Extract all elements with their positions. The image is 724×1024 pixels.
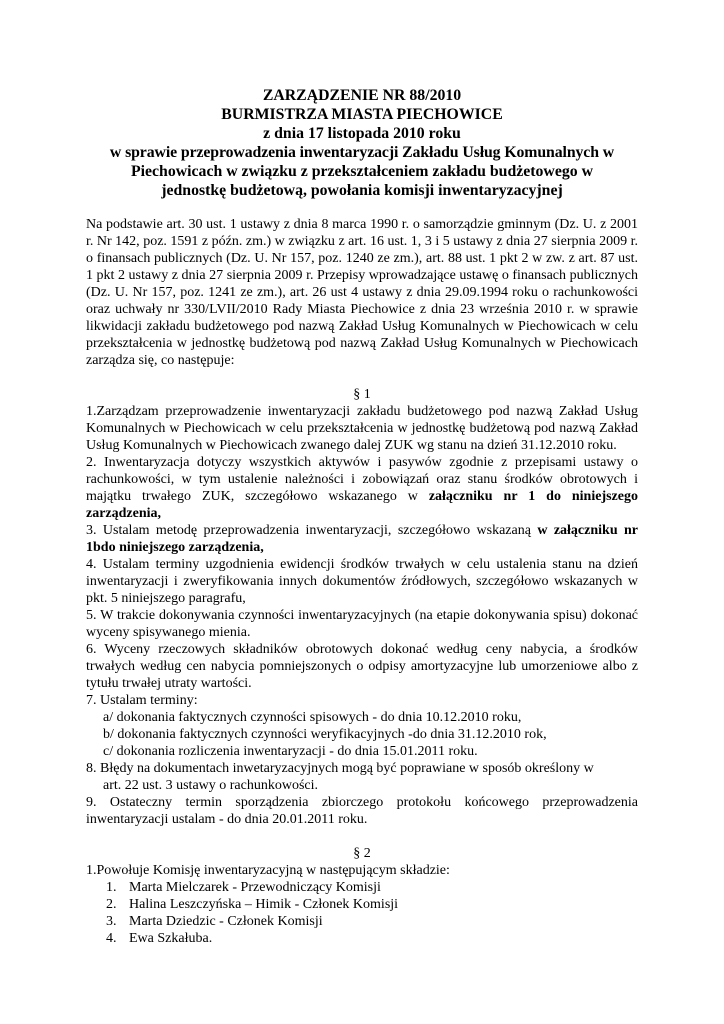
- section-1-point-1: 1.Zarządzam przeprowadzenie inwentaryzacji zakładu budżetowego pod nazwą Zakład Usług Komunalnych w Piechowicach w celu przekształcenia w jednostkę budżetową pod nazwą Zakład Usług Komunalnych w Piechowicach zwanego dalej ZUK wg stanu na dzień 31.12.2010 roku.: [86, 404, 638, 453]
- list-item-number: 2.: [106, 897, 117, 912]
- title-line-2: BURMISTRZA MIASTA PIECHOWICE: [221, 106, 503, 123]
- member-name: Marta Mielczarek - Przewodniczący Komisji: [129, 880, 381, 895]
- section-1-point-7: 7. Ustalam terminy:: [86, 693, 198, 708]
- section-1-point-8-cont: art. 22 ust. 3 ustawy o rachunkowości.: [103, 778, 319, 793]
- section-2-mark: § 2: [353, 846, 371, 861]
- title-line-4: w sprawie przeprowadzenia inwentaryzacji Zakładu Usług Komunalnych w: [109, 144, 615, 161]
- list-item-number: 1.: [106, 880, 117, 895]
- deadline-a: a/ dokonania faktycznych czynności spisowych - do dnia 10.12.2010 roku,: [103, 710, 522, 725]
- section-1-point-3: [86, 522, 638, 556]
- list-item: [86, 879, 638, 896]
- list-item-number: 4.: [106, 931, 117, 946]
- list-item-number: 3.: [106, 914, 117, 929]
- member-name: Ewa Szkałuba.: [129, 931, 213, 946]
- title-line-3: z dnia 17 listopada 2010 roku: [263, 125, 461, 142]
- section-1-point-2: [86, 454, 638, 522]
- document-title: [86, 86, 638, 200]
- section-1-point-5: 5. W trakcie dokonywania czynności inwentaryzacyjnych (na etapie dokonywania spisu) dokonać wyceny spisywanego mienia.: [86, 608, 638, 640]
- deadline-b: b/ dokonania faktycznych czynności weryfikacyjnych -do dnia 31.12.2010 rok,: [103, 727, 547, 742]
- section-1-point-9: 9. Ostateczny termin sporządzenia zbiorczego protokołu końcowego przeprowadzenia inwentaryzacji ustalam - do dnia 20.01.2011 roku.: [86, 795, 638, 827]
- section-1-mark: § 1: [353, 387, 371, 402]
- title-line-1: ZARZĄDZENIE NR 88/2010: [262, 87, 462, 104]
- section-2-point-1: 1.Powołuje Komisję inwentaryzacyjną w następującym składzie:: [86, 863, 450, 878]
- point-2-attachment: załączniku nr 1 do niniejszego zarządzenia,: [86, 489, 638, 521]
- section-1-point-4: 4. Ustalam terminy uzgodnienia ewidencji środków trwałych w celu ustalenia stanu na dzień inwentaryzacji i zweryfikowania innych dokumentów źródłowych, szczegółowo wskazanych w pkt. 5 niniejszego paragrafu,: [86, 557, 638, 606]
- deadline-c: c/ dokonania rozliczenia inwentaryzacji - do dnia 15.01.2011 roku.: [103, 744, 478, 759]
- point-2-text: 2. Inwentaryzacja dotyczy wszystkich aktywów i pasywów zgodnie z przepisami ustawy o rachunkowości, w tym ustalenie należności i zobowiązań oraz stanu środków obrotowych i majątku trwałego ZUK, szczegółowo wskazanego w: [86, 455, 638, 504]
- list-item: [86, 896, 638, 913]
- section-2: [86, 845, 638, 947]
- commission-members-list: [86, 879, 638, 947]
- list-item: [86, 930, 638, 947]
- member-name: Marta Dziedzic - Członek Komisji: [129, 914, 323, 929]
- section-1-point-8: 8. Błędy na dokumentach inwetaryzacyjnych mogą być poprawiane w sposób określony w: [86, 761, 594, 776]
- section-1-point-6: 6. Wyceny rzeczowych składników obrotowych dokonać według ceny nabycia, a środków trwałych według cen nabycia pomniejszonych o odpisy amortyzacyjne lub umorzeniowe albo z tytułu trwałej utraty wartości.: [86, 642, 638, 691]
- document-page: [86, 86, 638, 947]
- member-name: Halina Leszczyńska – Himik - Członek Komisji: [129, 897, 399, 912]
- point-3-attachment: w załączniku nr 1bdo niniejszego zarządzenia,: [86, 523, 638, 555]
- title-line-5: Piechowicach w związku z przekształceniem zakładu budżetowego w: [131, 163, 593, 180]
- section-1: [86, 386, 638, 828]
- point-3-text: 3. Ustalam metodę przeprowadzenia inwentaryzacji, szczegółowo wskazaną: [86, 523, 538, 538]
- intro-paragraph: Na podstawie art. 30 ust. 1 ustawy z dnia 8 marca 1990 r. o samorządzie gminnym (Dz. U. z 2001 r. Nr 142, poz. 1591 z późn. zm.) w związku z art. 16 ust. 1, 3 i 5 ustawy z dnia 27 sierpnia 2009 r. o finansach publicznych (Dz. U. Nr 157, poz. 1240 ze zm.), art. 88 ust. 1 pkt 2 w zw. z art. 87 ust. 1 pkt 2 ustawy z dnia 27 sierpnia 2009 r. Przepisy wprowadzające ustawę o finansach publicznych (Dz. U. Nr 157, poz. 1241 ze zm.), art. 26 ust 4 ustawy z dnia 29.09.1994 roku o rachunkowości oraz uchwały nr 330/LVII/2010 Rady Miasta Piechowice z dnia 23 września 2010 r. w sprawie likwidacji zakładu budżetowego pod nazwą Zakład Usług Komunalnych w Piechowicach w celu przekształcenia w jednostkę budżetową pod nazwą Zakład Usług Komunalnych w Piechowicach zarządza się, co następuje:: [86, 217, 638, 368]
- title-line-6: jednostkę budżetową, powołania komisji inwentaryzacyjnej: [161, 182, 563, 199]
- list-item: [86, 913, 638, 930]
